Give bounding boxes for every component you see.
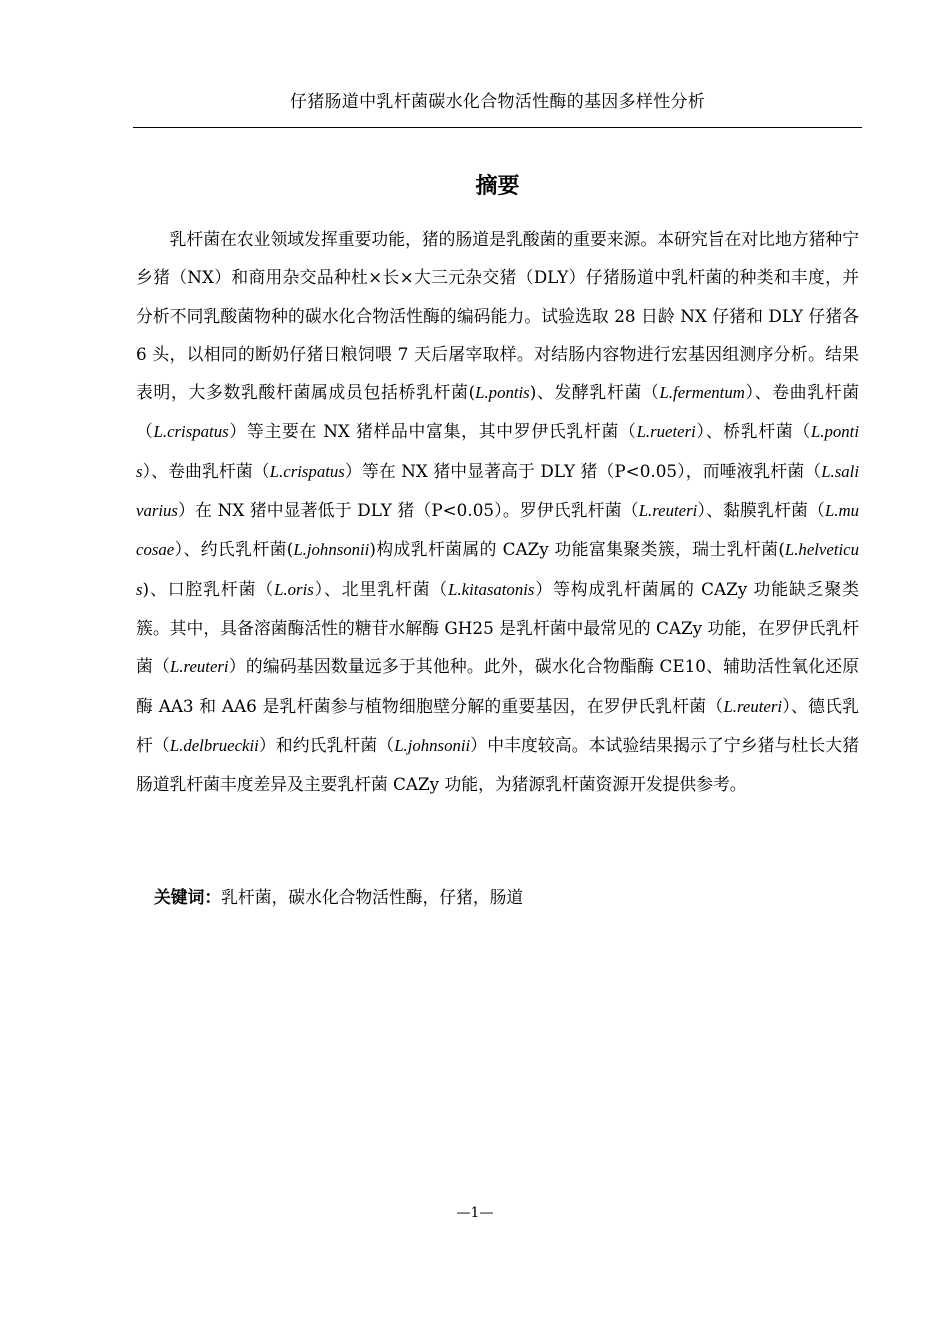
species-name: L.crispatus xyxy=(153,422,229,442)
species-name: L.rueteri xyxy=(636,422,696,442)
abstract-text: ）在 NX 猪中显著低于 DLY 猪（P<0.05）。罗伊氏乳杆菌（ xyxy=(177,500,639,521)
species-name: L.salivarius xyxy=(136,461,859,521)
abstract-text: ）中丰度较高。本试验结果揭示了宁乡猪与杜长大猪肠道乳杆菌丰度差异及主要乳杆菌 CAZy 功能，为猪源乳杆菌资源开发提供参考。 xyxy=(136,734,859,795)
species-name: L.fermentum xyxy=(659,383,745,403)
abstract-title: 摘要 xyxy=(475,174,520,199)
species-name: L.oris xyxy=(274,579,314,599)
species-name: L.johnsonii xyxy=(293,540,370,560)
species-name: L.kitasatonis xyxy=(448,579,535,599)
abstract-text: ）、卷曲乳杆菌（ xyxy=(142,460,270,481)
species-name: L.delbrueckii xyxy=(169,735,259,755)
abstract-text: ）、北里乳杆菌（ xyxy=(313,578,449,599)
abstract-text: 乳杆菌在农业领域发挥重要功能，猪的肠道是乳酸菌的重要来源。本研究旨在对比地方猪种宁乡猪（NX）和商用杂交品种杜×长×大三元杂交猪（DLY）仔猪肠道中乳杆菌的种类和丰度，并分析不同乳酸菌物种的碳水化合物活性酶的编码能力。试验选取 28 日龄 NX 仔猪和 DLY 仔猪各 6 头，以相同的断奶仔猪日粮饲喂 7 天后屠宰取样。对结肠内容物进行宏基因组测序分析。结果表明，大多数乳酸杆菌属成员包括桥乳杆菌( xyxy=(136,229,859,403)
abstract-text: ）、桥乳杆菌（ xyxy=(695,421,811,442)
abstract-text: )、发酵乳杆菌（ xyxy=(529,382,660,403)
page-number: —1— xyxy=(456,1205,494,1221)
abstract-text: ）、德氏乳杆（ xyxy=(136,695,859,755)
species-name: L.johnsonii xyxy=(394,735,471,755)
species-name: L.reuteri xyxy=(723,696,783,716)
species-name: L.pontis xyxy=(136,422,859,481)
species-name: L.reuteri xyxy=(170,657,229,677)
abstract-text: ）、卷曲乳杆菌（ xyxy=(136,382,859,442)
running-header-title: 仔猪肠道中乳杆菌碳水化合物活性酶的基因多样性分析 xyxy=(289,92,706,112)
species-name: L.reuteri xyxy=(638,501,698,521)
abstract-paragraph xyxy=(136,220,859,803)
species-name: L.helveticus xyxy=(136,540,859,599)
abstract-text: ）和约氏乳杆菌（ xyxy=(258,734,395,755)
keywords-line xyxy=(154,882,854,912)
abstract-text: ）等在 NX 猪中显著高于 DLY 猪（P<0.05），而唾液乳杆菌（ xyxy=(344,460,822,481)
abstract-text: ）等构成乳杆菌属的 CAZy 功能缺乏聚类簇。其中，具备溶菌酶活性的糖苷水解酶 GH25 是乳杆菌中最常见的 CAZy 功能，在罗伊氏乳杆菌（ xyxy=(136,578,859,677)
abstract-text: ）的编码基因数量远多于其他种。此外，碳水化合物酯酶 CE10、辅助活性氧化还原酶 AA3 和 AA6 是乳杆菌参与植物细胞壁分解的重要基因，在罗伊氏乳杆菌（ xyxy=(136,656,859,716)
abstract-text: ）等主要在 NX 猪样品中富集，其中罗伊氏乳杆菌（ xyxy=(228,421,637,442)
abstract-text: ）、约氏乳杆菌( xyxy=(174,539,294,560)
abstract-text: )构成乳杆菌属的 CAZy 功能富集聚类簇，瑞士乳杆菌( xyxy=(369,539,785,560)
abstract-text: )、口腔乳杆菌（ xyxy=(142,578,275,599)
keywords-text: 乳杆菌，碳水化合物活性酶，仔猪，肠道 xyxy=(221,887,524,907)
header-divider xyxy=(133,127,862,128)
species-name: L.mucosae xyxy=(136,501,859,560)
keywords-label: 关键词： xyxy=(154,887,222,907)
abstract-text: ）、黏膜乳杆菌（ xyxy=(697,500,825,521)
species-name: L.pontis xyxy=(475,383,530,403)
species-name: L.crispatus xyxy=(269,461,345,481)
